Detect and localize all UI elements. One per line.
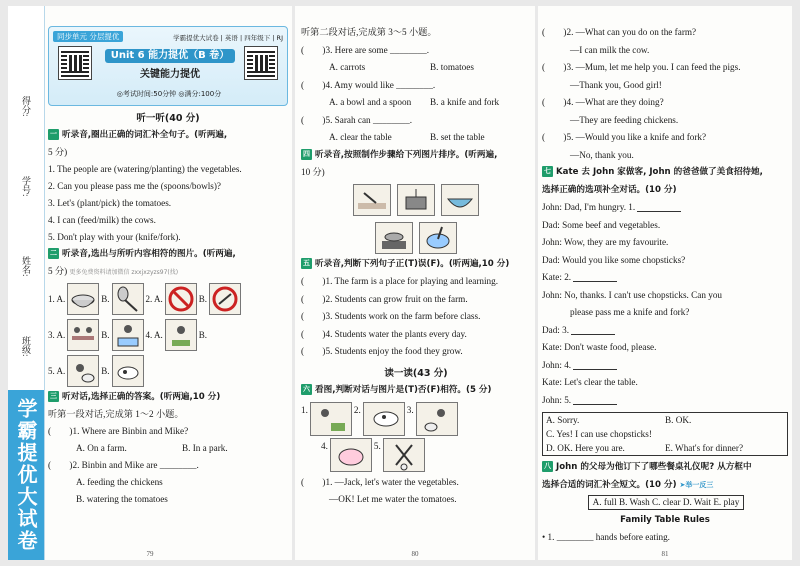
dialog-line: John: No, thanks. I can't use chopsticks. Can you <box>542 289 723 300</box>
dialog-line: —I can milk the cow. <box>570 44 650 55</box>
section-3-title: 三 听对话,选择正确的答案。(听两遍,10 分) <box>50 392 221 402</box>
section-1-score: 5 分) <box>48 147 68 157</box>
option-label: 1. A. <box>48 293 66 304</box>
option: A. carrots <box>329 62 366 72</box>
stove-picture <box>375 222 413 254</box>
picture-row <box>301 402 531 436</box>
option: A. clear the table <box>329 132 392 142</box>
options <box>301 129 531 147</box>
dialog-line: ( )4. —What are they doing? <box>542 97 664 107</box>
qr-code-icon <box>245 47 277 79</box>
word-box-row <box>542 494 788 512</box>
picture-label: 2. <box>353 404 361 415</box>
tf-item: ( )2. Students can grow fruit on the farm. <box>301 293 468 304</box>
option: A. On a farm. <box>76 443 127 453</box>
pot-picture <box>397 184 435 216</box>
answer-blank[interactable] <box>571 324 615 335</box>
subtitle: 关键能力提优 <box>140 69 200 80</box>
rules-title: Family Table Rules <box>620 514 710 525</box>
section-badge: 五 <box>303 258 310 267</box>
class-label: 班级: <box>21 336 31 357</box>
series-banner: 学霸提优大试卷 <box>8 390 44 560</box>
question-item: 1. The people are (watering/planting) the vegetables. <box>48 164 242 174</box>
bowl-picture <box>67 283 99 315</box>
tf-item: ( )3. Students work on the farm before class. <box>301 311 481 321</box>
milking-picture <box>363 402 405 436</box>
answer-blank[interactable] <box>573 271 617 282</box>
option: D. OK. Here you are. <box>546 443 625 453</box>
page-80 <box>295 6 535 560</box>
family-table-picture <box>67 319 99 351</box>
dialog-intro: 听第二段对话,完成第 3～5 小题。 <box>301 27 437 37</box>
picture-label: 1. <box>301 404 308 415</box>
picture-row <box>48 317 288 353</box>
dialog-intro: 听第一段对话,完成第 1～2 小题。 <box>48 409 184 419</box>
student-id-label: 学号: <box>21 176 31 197</box>
page-number: 79 <box>146 550 154 558</box>
option-label: B. <box>101 365 110 376</box>
dialog-line: John: Dad, I'm hungry. 1. <box>542 199 788 217</box>
option: B. set the table <box>430 132 485 142</box>
section-badge: 三 <box>50 392 57 400</box>
question-item: 2. Can you please pass me the (spoons/bowls)? <box>48 181 222 191</box>
section-4-title: 四 听录音,按照制作步骤给下列图片排序。(听两遍, <box>303 149 498 160</box>
options <box>48 440 288 457</box>
question: ( )2. Binbin and Mike are ________. <box>48 460 199 470</box>
picture-row <box>48 353 288 389</box>
exam-meta: ◎考试时间:50分钟 ◎满分:100分 <box>116 90 222 98</box>
spoon-picture <box>112 283 144 315</box>
option-label: B. <box>198 293 208 304</box>
section-1-title: 一 听录音,圈出正确的词汇补全句子。(听两遍, <box>50 130 228 140</box>
dialog-line: Dad: Would you like some chopsticks? <box>542 254 686 265</box>
qr-code-icon <box>59 47 91 79</box>
option-label: B. <box>101 329 110 340</box>
unit-tag: 同步单元 分层提优 <box>53 31 123 42</box>
knife-fork-picture <box>383 438 425 472</box>
cooking-steps-pictures <box>346 184 486 254</box>
section-6-title: 六 看图,判断对话与图片是(T)否(F)相符。(5 分) <box>303 385 492 395</box>
section-7-title: 七 Kate 去 John 家做客, John 的爸爸做了美食招待她, <box>544 167 763 177</box>
option: A. Sorry. <box>546 415 580 425</box>
page-81 <box>538 6 792 560</box>
dialog-line: —OK! Let me water the tomatoes. <box>329 494 457 504</box>
dialog-line: John: Wow, they are my favourite. <box>542 237 669 247</box>
mixing-picture <box>419 222 457 254</box>
option-label: 3. A. <box>48 329 66 340</box>
option-label: 2. A. <box>145 293 163 304</box>
option-label: 4. A. <box>145 329 163 340</box>
section-badge: 一 <box>50 130 57 138</box>
tf-item: ( )4. Students water the plants every day. <box>301 328 467 339</box>
section-badge: 六 <box>303 385 310 393</box>
dialog-line: ( )1. —Jack, let's water the vegetables. <box>301 476 459 487</box>
watering-picture <box>310 402 352 436</box>
unit-title: Unit 6 能力提优（B 卷） <box>105 49 235 63</box>
unit-header <box>48 26 288 106</box>
bowl-serving-picture <box>441 184 479 216</box>
dialog-line: —No, thank you. <box>570 149 634 160</box>
chicken-picture <box>67 355 99 387</box>
section-8-subtitle: 选择合适的词汇补全短文。(10 分) ➤举一反三 <box>542 479 714 490</box>
dialog-line: Dad: 3. <box>542 322 788 340</box>
answer-blank[interactable] <box>637 201 681 212</box>
dialog-line: —Thank you, Good girl! <box>570 79 662 90</box>
picture-label: 4. <box>321 440 328 451</box>
farm-picture <box>165 319 197 351</box>
section-5-title: 五 听录音,判断下列句子正(T)误(F)。(听两遍,10 分) <box>303 258 510 269</box>
option: B. tomatoes <box>430 62 474 72</box>
option: C. Yes! I can use chopsticks! <box>546 429 652 439</box>
series-info: 学霸提优大试卷 | 英语 | 四年级下 | RJ <box>173 34 283 42</box>
question: ( )3. Here are some ________. <box>301 44 430 55</box>
section-2-score: 5 分) 更多免费资料请加微信 zxxjxzyzs97(找) <box>48 266 179 276</box>
question: ( )5. Sarah can ________. <box>301 114 412 125</box>
option-label: B. <box>101 293 110 304</box>
dialog-line: ( )2. —What can you do on the farm? <box>542 27 697 37</box>
page-79 <box>8 6 292 560</box>
question-item: 3. Let's (plant/pick) the tomatoes. <box>48 198 172 208</box>
section-8-title: 八 John 的父母为他订下了哪些餐桌礼仪呢? 从方框中 <box>544 462 752 472</box>
reading-section-title: 读一读(43 分) <box>384 367 448 379</box>
section-badge: 二 <box>50 249 57 257</box>
no-knife-picture <box>209 283 241 315</box>
page-number: 80 <box>411 550 419 558</box>
question-item: 5. Don't play with your (knife/fork). <box>48 232 181 242</box>
question-item: 4. I can (feed/milk) the cows. <box>48 215 156 225</box>
feeding-picture <box>416 402 458 436</box>
option: B. watering the tomatoes <box>76 494 168 504</box>
option: A. feeding the chickens <box>76 477 163 487</box>
student-info-sidebar <box>8 6 45 560</box>
dialog-line: Kate: 2. <box>542 269 788 287</box>
dialog-line: —They are feeding chickens. <box>570 114 679 125</box>
watermark-note: 更多免费资料请加微信 zxxjxzyzs97(找) <box>69 269 179 276</box>
section-badge: 八 <box>544 462 551 470</box>
picture-row <box>48 281 288 317</box>
dialog-line: Dad: Some beef and vegetables. <box>542 219 661 230</box>
option: A. a bowl and a spoon <box>329 97 412 107</box>
option: E. What's for dinner? <box>665 443 744 453</box>
rule-item: • 1. ________ hands before eating. <box>542 532 670 542</box>
options <box>301 94 531 112</box>
pig-picture <box>330 438 372 472</box>
option: B. OK. <box>665 415 692 425</box>
picture-row <box>321 438 531 472</box>
section-7-subtitle: 选择正确的选项补全对话。(10 分) <box>542 184 677 195</box>
no-sign-picture <box>165 283 197 315</box>
dialog-line: ( )3. —Mum, let me help you. I can feed the pigs. <box>542 62 741 72</box>
washing-picture <box>112 319 144 351</box>
dialog-line: John: 5. <box>542 392 788 410</box>
answer-blank[interactable] <box>573 359 617 370</box>
option: B. a knife and fork <box>430 97 500 107</box>
question: ( )1. Where are Binbin and Mike? <box>48 426 189 436</box>
page-number: 81 <box>661 550 669 558</box>
options <box>301 59 531 77</box>
section-4-score: 10 分) <box>301 167 325 177</box>
name-label: 姓名: <box>21 256 31 277</box>
dialog-line: please pass me a knife and fork? <box>570 307 690 317</box>
practice-tag: ➤举一反三 <box>679 480 714 489</box>
cutting-picture <box>353 184 391 216</box>
picture-label: 5. <box>373 440 381 451</box>
listening-section-title: 听一听(40 分) <box>136 113 200 124</box>
section-badge: 七 <box>544 167 551 175</box>
dialog-line: ( )5. —Would you like a knife and fork? <box>542 132 707 142</box>
section-badge: 四 <box>303 149 310 158</box>
dialog-line: John: 4. <box>542 357 788 375</box>
options-box <box>542 412 788 456</box>
tf-item: ( )1. The farm is a place for playing and learning. <box>301 276 499 286</box>
option-label: B. <box>198 329 208 340</box>
question: ( )4. Amy would like ________. <box>301 79 436 90</box>
dialog-line: Kate: Don't waste food, please. <box>542 342 657 352</box>
answer-blank[interactable] <box>573 394 617 405</box>
score-label: 得分: <box>21 96 31 117</box>
picture-label: 3. <box>406 404 414 415</box>
section-2-title: 二 听录音,选出与所听内容相符的图片。(听两遍, <box>50 249 236 259</box>
dialog-line: Kate: Let's clear the table. <box>542 377 638 387</box>
option: B. In a park. <box>182 443 228 453</box>
option-label: 5. A. <box>48 365 66 376</box>
word-box: A. full B. Wash C. clear D. Wait E. play <box>588 495 745 510</box>
tf-item: ( )5. Students enjoy the food they grow. <box>301 346 463 356</box>
cow-picture <box>112 355 144 387</box>
